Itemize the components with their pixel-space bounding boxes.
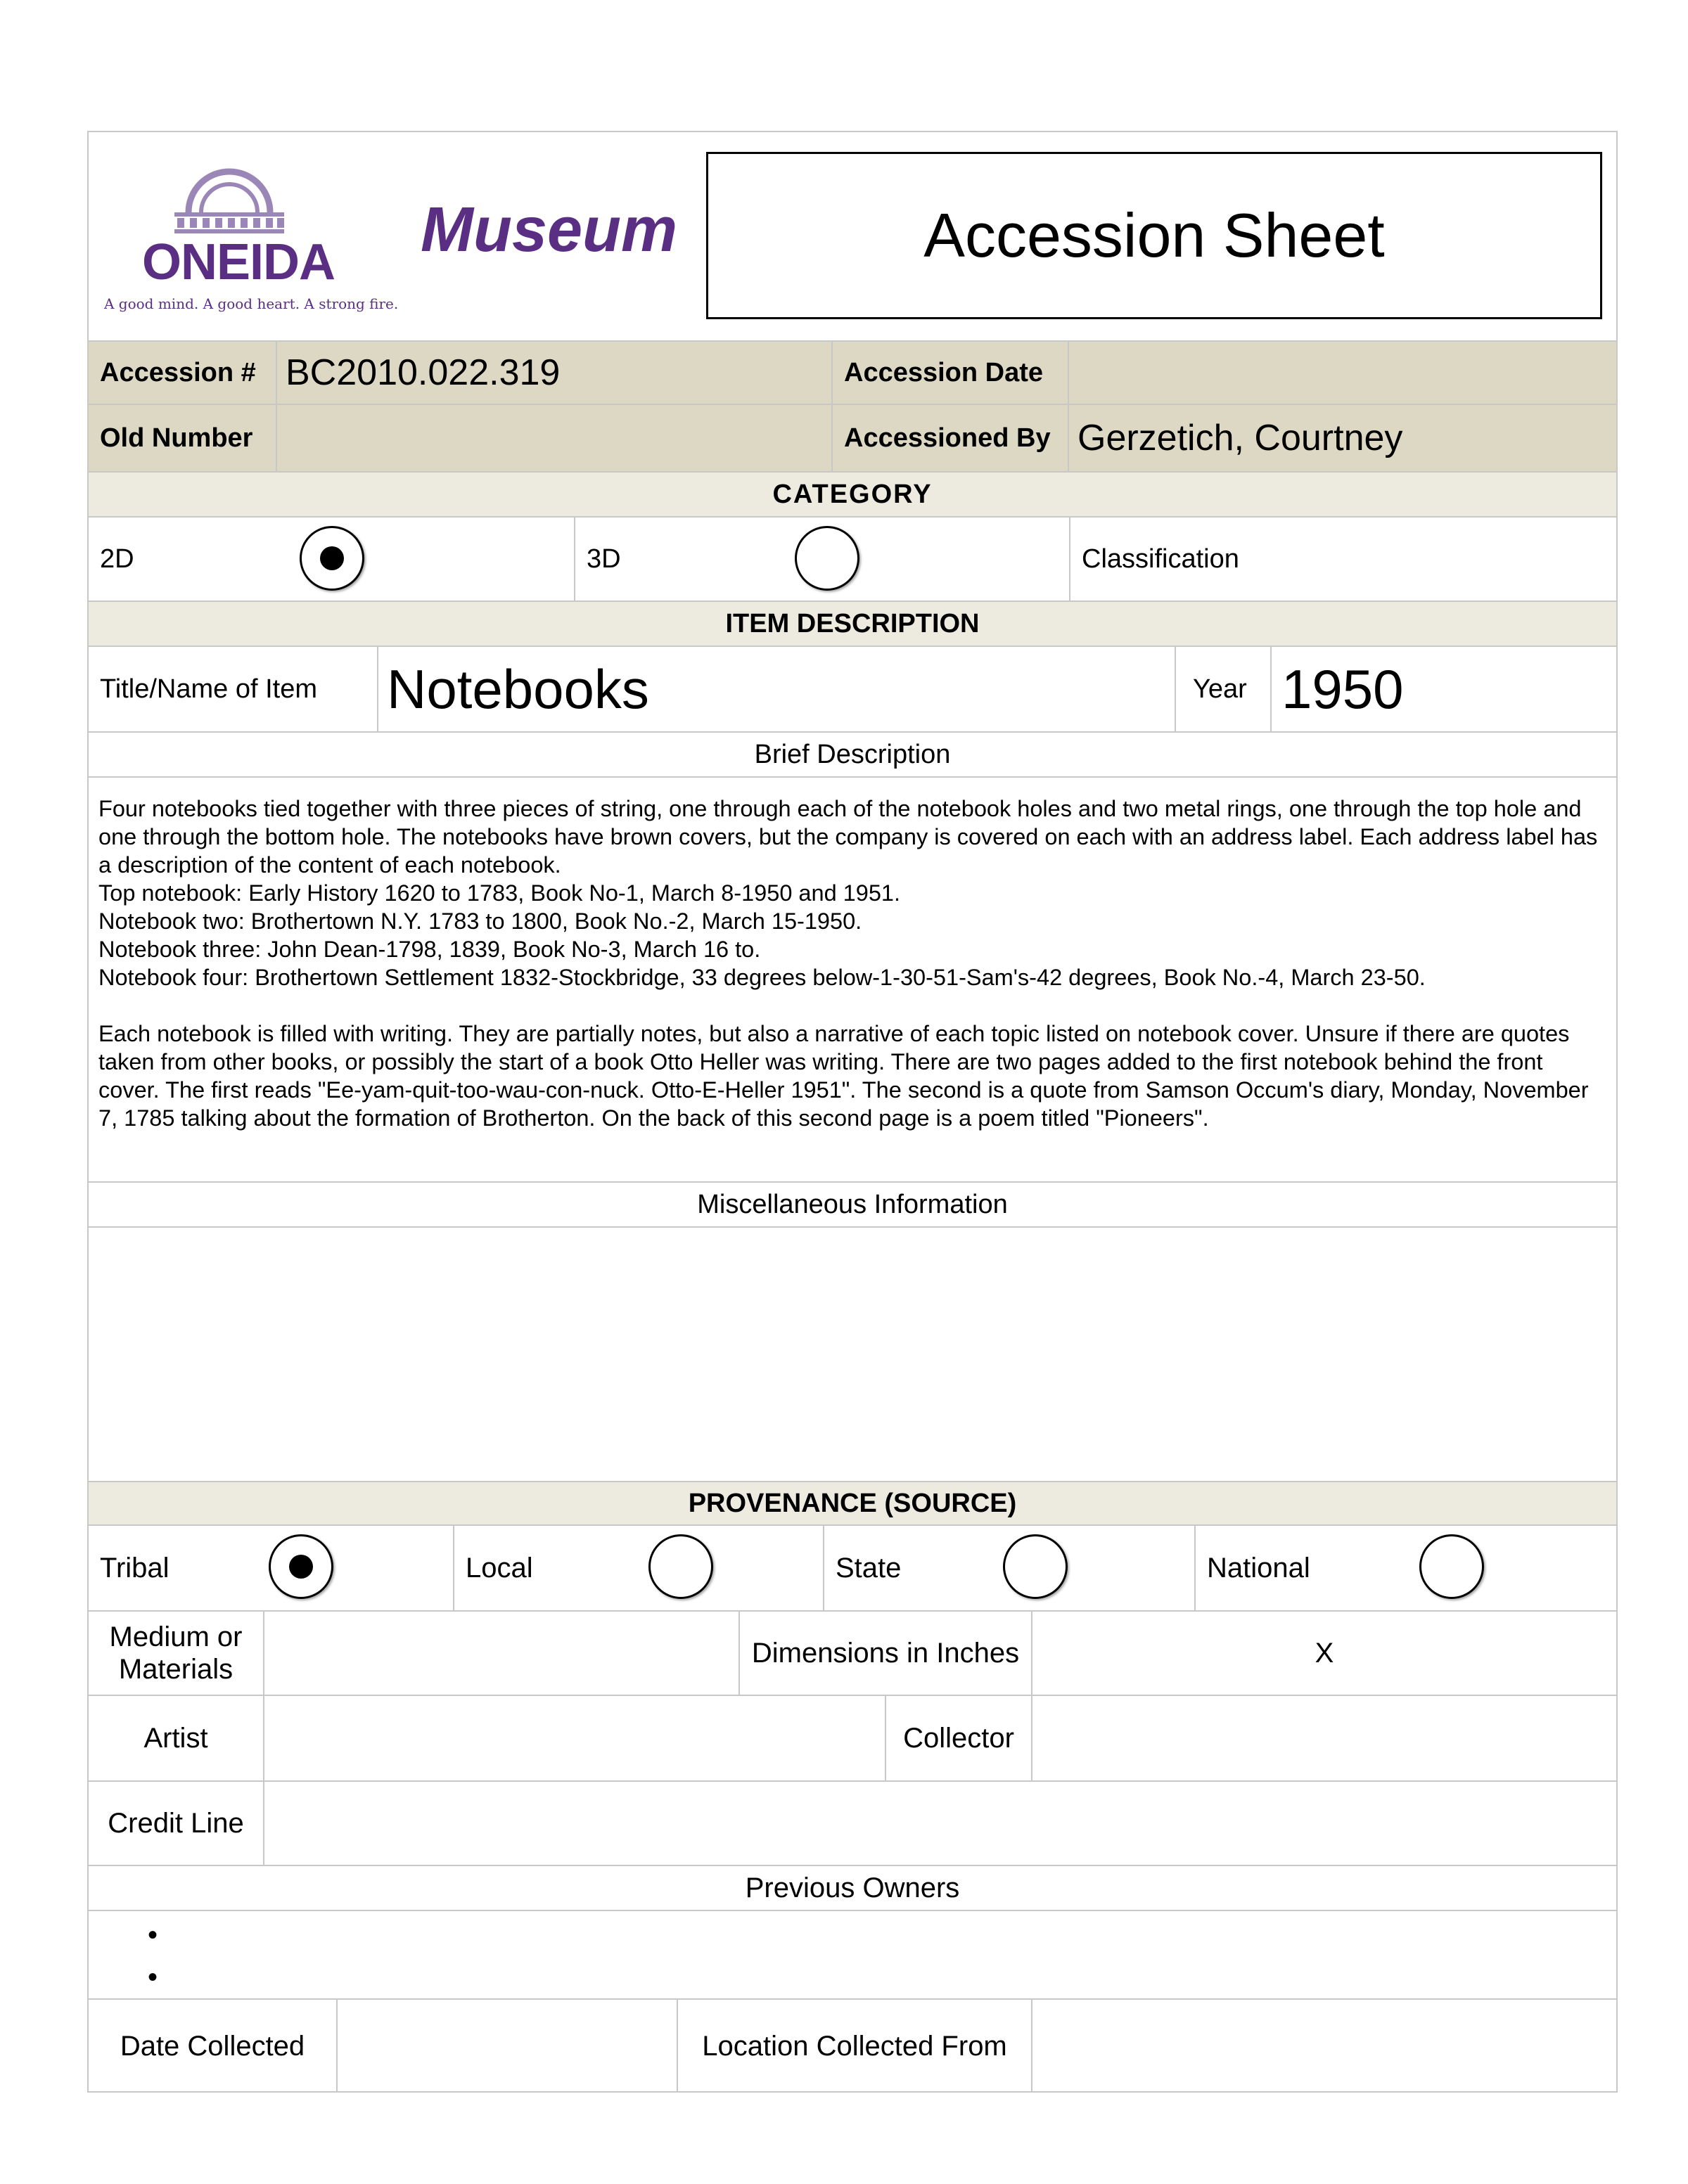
description-paragraph-2: Each notebook is filled with writing. They are partially notes, but also a narrative of each topic listed on notebook cover. Unsure if there are quotes taken from other books, or possibly the start of a book Otto Heller was writing. There are two pages added to the first notebook behind the front cover. The first reads "Ee-yam-quit-too-wau-con-nuck. Otto-E-Heller 1951". The second is a quote from Samson Occum's diary, Monday, November 7, 1785 talking about the formation of Brotherton. On the back of this second page is a poem titled "Pioneers". [98, 1021, 1589, 1131]
medium-label [89, 1612, 263, 1695]
provenance-option-tribal [89, 1526, 453, 1610]
item-title-field[interactable]: Notebooks [377, 647, 1175, 731]
radio-3d[interactable] [795, 526, 859, 591]
accession-number-label: Accession # [100, 357, 256, 387]
previous-owners-list[interactable] [89, 1910, 1616, 1998]
provenance-options-row [89, 1524, 1616, 1610]
credit-line-label: Credit Line [108, 1807, 244, 1839]
provenance-option-national [1194, 1526, 1616, 1610]
classification-field[interactable] [1069, 518, 1616, 600]
dimensions-label: Dimensions in Inches [738, 1612, 1031, 1695]
category-heading: CATEGORY [772, 479, 933, 509]
date-collected-label: Date Collected [120, 2030, 305, 2062]
old-number-label: Old Number [100, 423, 253, 453]
misc-info-field[interactable] [89, 1226, 1616, 1481]
collector-field[interactable] [1031, 1696, 1616, 1780]
date-collected-field[interactable] [336, 2000, 677, 2093]
museum-label: Museum [421, 195, 678, 265]
accession-sheet [87, 131, 1618, 2093]
description-line: Notebook two: Brothertown N.Y. 1783 to 1800, Book No.-2, March 15-1950. [98, 908, 862, 934]
dimensions-field[interactable] [1031, 1612, 1616, 1695]
classification-label: Classification [1082, 544, 1239, 574]
dimensions-separator: X [1315, 1637, 1334, 1669]
description-line: Top notebook: Early History 1620 to 1783, Book No-1, March 8-1950 and 1951. [98, 880, 901, 906]
collector-label: Collector [885, 1696, 1031, 1780]
brief-description-text [98, 795, 1604, 1132]
artist-field[interactable] [263, 1696, 885, 1780]
accession-number-field[interactable]: BC2010.022.319 [276, 342, 831, 404]
date-location-row [89, 1998, 1616, 2093]
credit-line-row [89, 1780, 1616, 1865]
location-collected-field[interactable] [1031, 2000, 1616, 2093]
medium-label-line-1: Medium or [109, 1621, 243, 1652]
brief-description-heading: Brief Description [754, 739, 951, 769]
medium-field[interactable] [263, 1612, 738, 1695]
description-line: Four notebooks tied together with three pieces of string, one through each of the notebook holes and two metal rings, one through the top hole and one through the bottom hole. The notebooks have brown covers, but the company is covered on each with an address label. Each address label has a description of the content of each notebook. [98, 796, 1598, 878]
artist-label: Artist [143, 1722, 208, 1754]
provenance-heading-row [89, 1481, 1616, 1524]
radio-state[interactable] [1003, 1534, 1068, 1599]
logo-wordmark: ONEIDA [142, 234, 335, 290]
item-year-label: Year [1175, 647, 1270, 731]
accession-date-label: Accession Date [831, 342, 1068, 404]
list-item-bullet: • [148, 1920, 158, 1951]
oneida-logo [103, 163, 468, 332]
provenance-option-local [453, 1526, 823, 1610]
accession-date-field[interactable] [1068, 342, 1616, 404]
previous-owners-heading-row [89, 1865, 1616, 1910]
sheet-header [89, 132, 1616, 340]
item-title-label: Title/Name of Item [100, 674, 318, 704]
misc-info-heading: Miscellaneous Information [697, 1189, 1008, 1219]
medium-label-line-2: Materials [118, 1654, 234, 1685]
item-description-heading: ITEM DESCRIPTION [725, 608, 980, 638]
category-option-3d [574, 518, 1069, 600]
old-number-field[interactable] [276, 405, 831, 471]
radio-2d-selected[interactable] [300, 526, 364, 591]
list-item-bullet: • [148, 1962, 158, 1993]
previous-owners-heading: Previous Owners [745, 1872, 960, 1903]
logo-tagline: A good mind. A good heart. A strong fire. [104, 295, 399, 312]
description-line: Notebook four: Brothertown Settlement 1832-Stockbridge, 33 degrees below-1-30-51-Sam's-42 degrees, Book No.-4, March 23-50. [98, 965, 1426, 990]
radio-local[interactable] [648, 1534, 713, 1599]
category-option-2d [89, 518, 574, 600]
location-collected-label: Location Collected From [677, 2000, 1031, 2093]
title-year-row [89, 645, 1616, 731]
accessioned-by-field[interactable]: Gerzetich, Courtney [1068, 405, 1616, 471]
accessioned-by-label: Accessioned By [831, 405, 1068, 471]
credit-line-field[interactable] [263, 1782, 1616, 1865]
artist-collector-row [89, 1695, 1616, 1780]
category-3d-label: 3D [587, 544, 621, 574]
old-number-row [89, 404, 1616, 471]
misc-info-value [89, 1228, 1616, 1481]
brief-description-heading-row [89, 731, 1616, 776]
item-year-field[interactable]: 1950 [1270, 647, 1616, 731]
item-description-heading-row [89, 600, 1616, 645]
local-label: Local [466, 1552, 533, 1584]
description-line: Notebook three: John Dean-1798, 1839, Book No-3, March 16 to. [98, 937, 761, 962]
provenance-heading: PROVENANCE (SOURCE) [688, 1488, 1017, 1518]
medium-dimensions-row [89, 1610, 1616, 1695]
category-heading-row [89, 471, 1616, 516]
radio-tribal-selected[interactable] [269, 1534, 333, 1599]
national-label: National [1207, 1552, 1310, 1584]
tribal-label: Tribal [100, 1552, 170, 1584]
page-title: Accession Sheet [706, 152, 1602, 319]
category-2d-label: 2D [100, 544, 134, 574]
misc-heading-row [89, 1181, 1616, 1226]
category-options-row [89, 516, 1616, 600]
provenance-option-state [823, 1526, 1194, 1610]
accession-number-row [89, 340, 1616, 404]
state-label: State [836, 1552, 902, 1584]
radio-national[interactable] [1419, 1534, 1484, 1599]
brief-description-body[interactable] [89, 776, 1616, 1181]
